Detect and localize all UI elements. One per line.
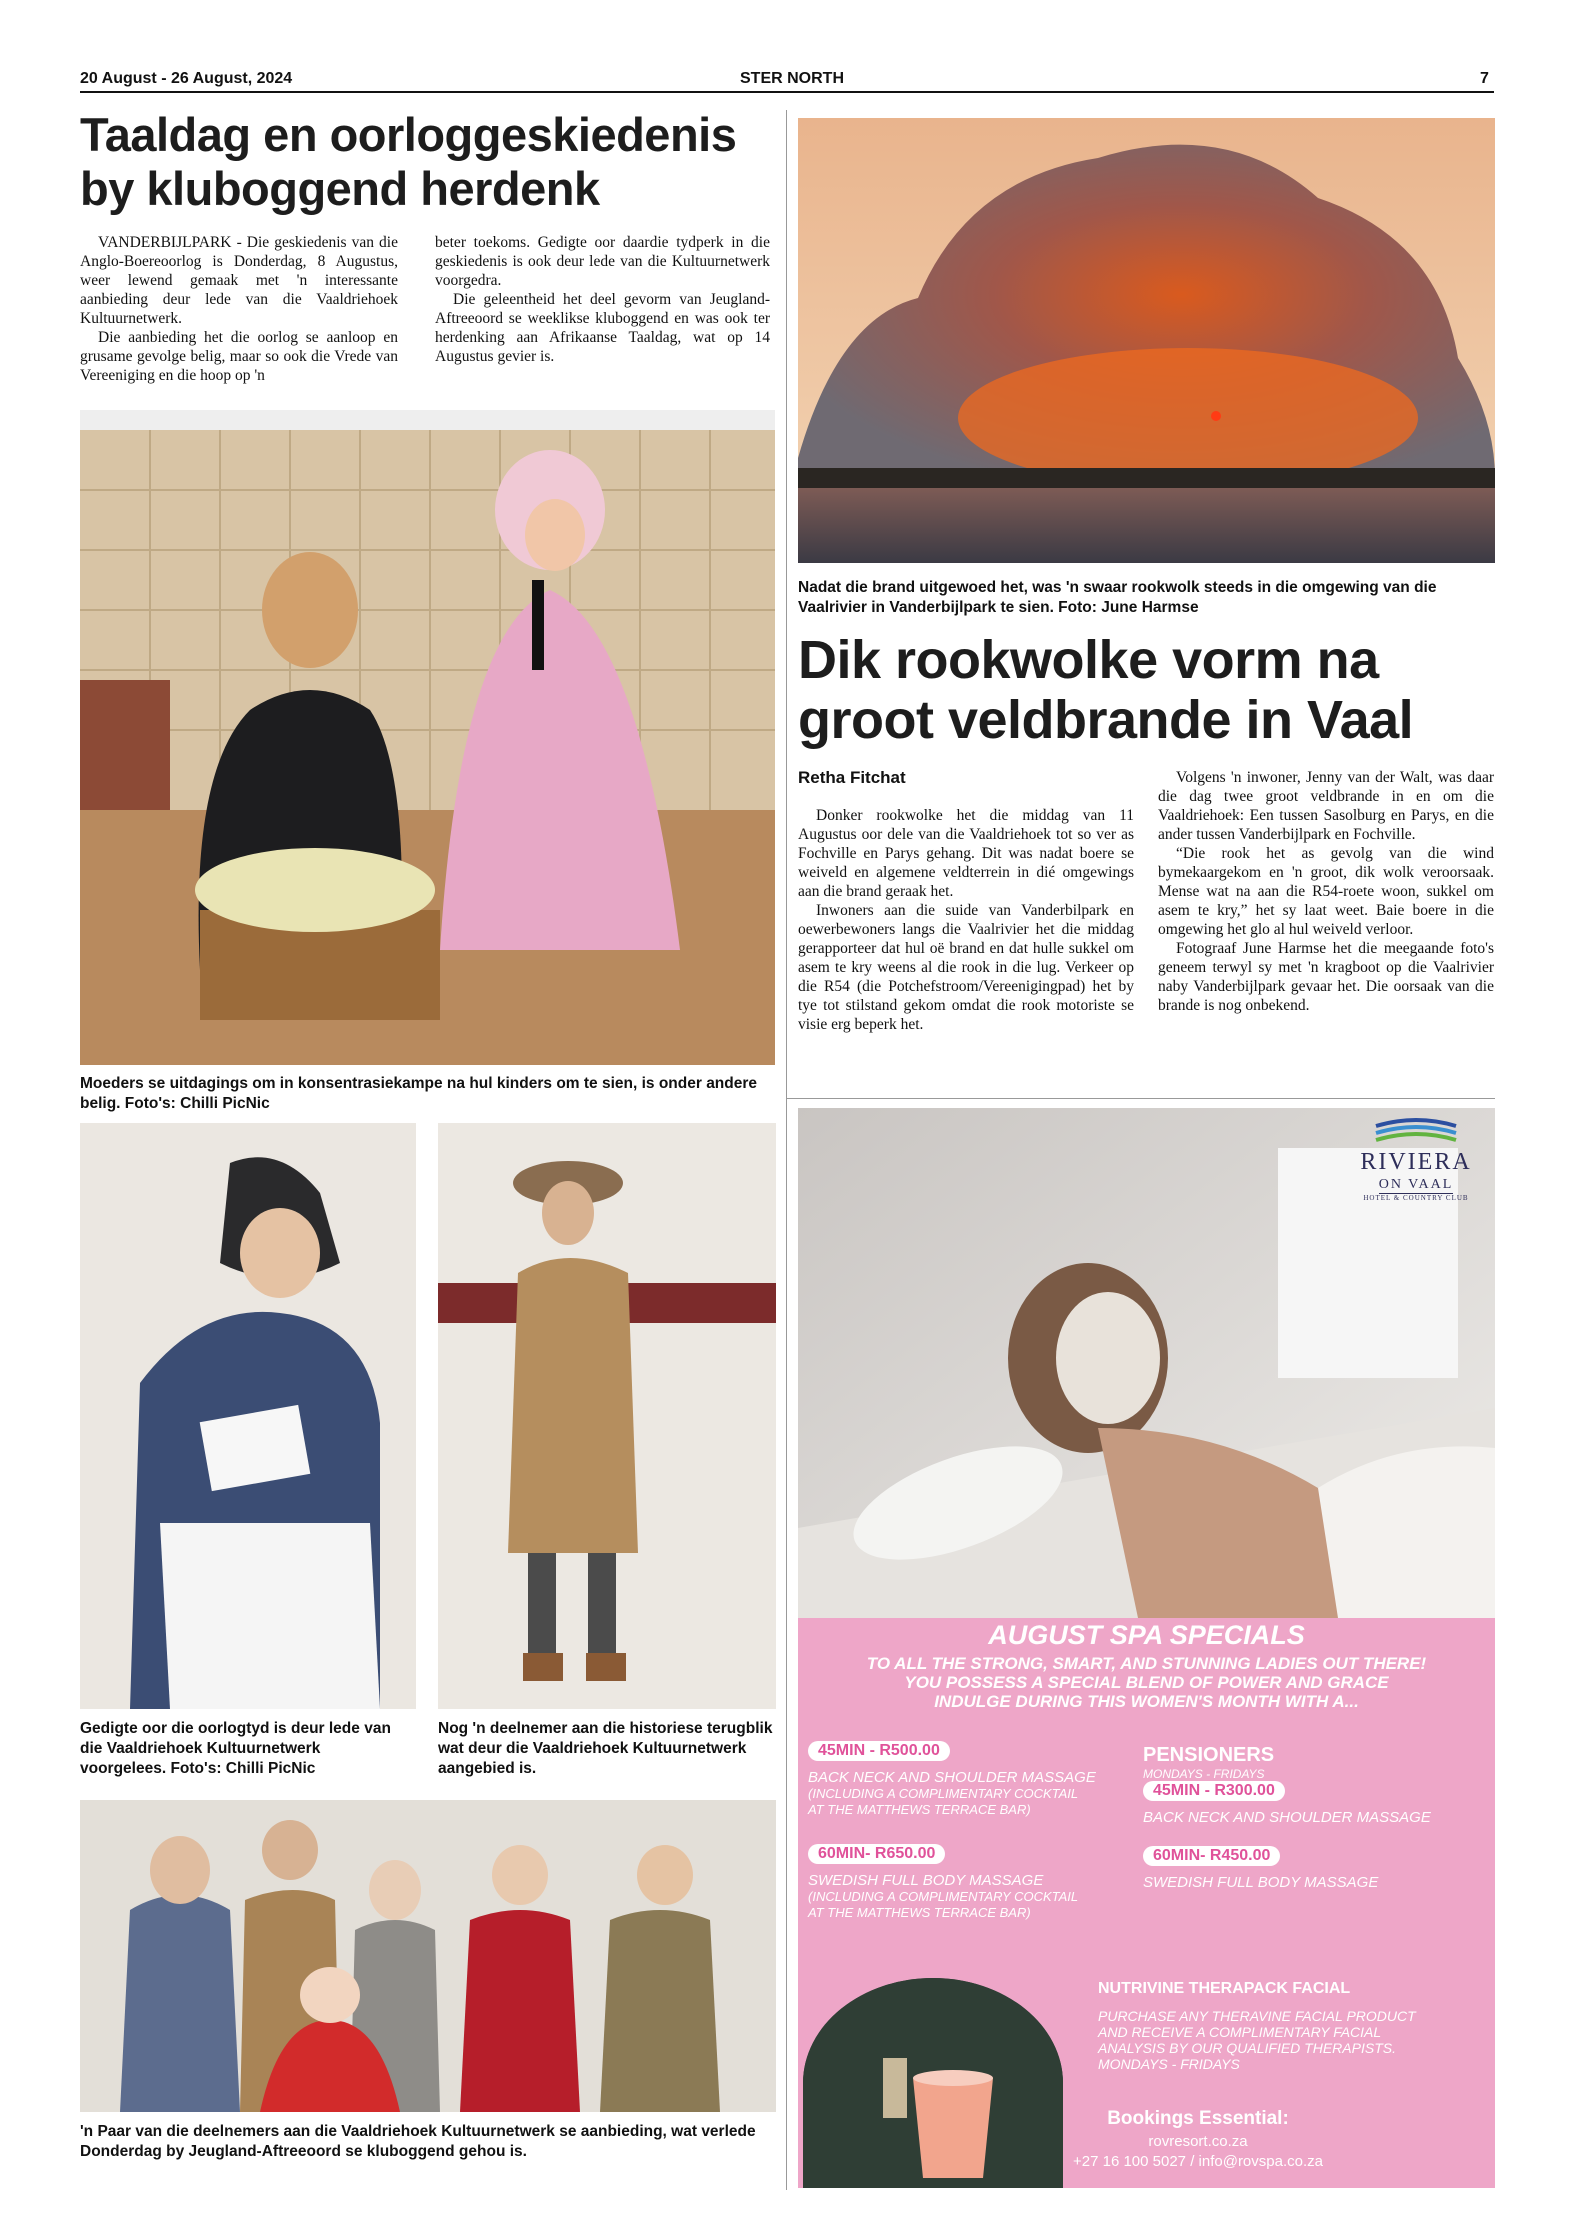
article2-byline: Retha Fitchat: [798, 768, 906, 787]
article1-paragraph: Die geleentheid het deel gevorm van Jeugland-Aftreeoord se weeklikse kluboggend en was ook ter herdenking aan Afrikaanse Taaldag, wat op 14 Augustus gevier is.: [435, 291, 770, 365]
offer-name: SWEDISH FULL BODY MASSAGE: [808, 1872, 1044, 1889]
article2-paragraph: “Die rook het as gevolg van die wind bymekaargekom en 'n groot, dik wolk veroorsaak. Mense wat na aan die R54-roete woon, sukkel om asem te kry,” het sy laat weet. Baie boere in die omgewing het glo al hul weiveld verloor.: [1158, 845, 1494, 938]
offer-note: AT THE MATTHEWS TERRACE BAR): [808, 1802, 1031, 1817]
pensioners-heading: PENSIONERS: [1143, 1744, 1275, 1766]
photo-poem-reader: [80, 1123, 416, 1709]
article2-paragraph: Donker rookwolke het die middag van 11 Augustus oor dele van die Vaaldriehoek tot so ver as Fochville en Parys gehang. Dit was nadat boere se weiveld en algemene veldterrein in dié omgewings aan die brand geraak het.: [798, 807, 1134, 900]
caption-group: 'n Paar van die deelnemers aan die Vaaldriehoek Kultuurnetwerk se aanbieding, wat verlede Donderdag by Jeugland-Aftreeoord se kluboggend gehou is.: [80, 2123, 756, 2160]
facial-line: ANALYSIS BY OUR QUALIFIED THERAPISTS.: [1098, 2040, 1396, 2056]
article1-paragraph: beter toekoms. Gedigte oor daardie tydperk in die geskiedenis is ook deur lede van die Kultuurnetwerk voorgedra.: [435, 234, 770, 289]
price-pill: 60MIN- R450.00: [1143, 1846, 1280, 1866]
article1-headline-line2: by kluboggend herdenk: [80, 162, 600, 215]
masthead-rule: [80, 91, 1494, 93]
article1-col2: [435, 233, 770, 366]
facial-line: PURCHASE ANY THERAVINE FACIAL PRODUCT: [1098, 2008, 1416, 2024]
article2-col1: [798, 806, 1134, 1034]
article1-paragraph: VANDERBIJLPARK - Die geskiedenis van die Anglo-Boereoorlog is Donderdag, 8 Augustus, weer lewend gemaak met 'n interessante aanbieding deur lede van die Vaaldriehoek Kultuurnetwerk.: [80, 234, 398, 327]
ad-title: AUGUST SPA SPECIALS: [988, 1620, 1305, 1650]
price-pill: 45MIN - R500.00: [808, 1741, 950, 1761]
photo-poem-reader-illustration: [80, 1123, 416, 1709]
article1-paragraph: Die aanbieding het die oorlog se aanloop en grusame gevolge belig, maar so ook die Vrede van Vereeniging en die hoop op 'n: [80, 329, 398, 384]
offer-name: SWEDISH FULL BODY MASSAGE: [1143, 1874, 1379, 1891]
logo-tagline: HOTEL & COUNTRY CLUB: [1363, 1194, 1469, 1202]
facial-line: MONDAYS - FRIDAYS: [1098, 2056, 1240, 2072]
logo-subtext: ON VAAL: [1378, 1177, 1454, 1192]
photo-mother-daughter-illustration: [80, 410, 775, 1065]
pensioners-days: MONDAYS - FRIDAYS: [1143, 1767, 1265, 1781]
article2-paragraph: Fotograaf June Harmse het die meegaande foto's geneem terwyl sy met 'n kragboot op die Vaalrivier naby Vanderbijlpark gevaar het. Die oorsaak van die brande is nog onbekend.: [1158, 940, 1494, 1014]
ad-subtitle: [798, 1654, 1495, 1711]
article2-paragraph: Inwoners aan die suide van Vanderbilpark en oewerbewoners langs die Vaalrivier het die middag gerapporteer dat hul oë brand en dat hulle sukkel om asem te kry weens al die rook in die lug. Verkeer op die R54 (die Potchefstroom/Vereenigingpad) het by tye tot stilstand gekom omdat die rook motoriste se visie erg beperk het.: [798, 902, 1134, 1033]
ad-offers-left: [808, 1741, 1148, 1921]
ad-subtitle-line: INDULGE DURING THIS WOMEN'S MONTH WITH A...: [934, 1692, 1359, 1711]
ad-contact[interactable]: +27 16 100 5027 / info@rovspa.co.za: [1073, 2153, 1323, 2170]
ad-website-link[interactable]: rovresort.co.za: [1148, 2133, 1248, 2150]
photo-mother-daughter: [80, 410, 775, 1065]
facial-line: AND RECEIVE A COMPLIMENTARY FACIAL: [1098, 2024, 1382, 2040]
section-divider: [786, 1098, 1495, 1099]
caption-participant: Nog 'n deelnemer aan die historiese terugblik wat deur die Vaaldriehoek Kultuurnetwerk aangebied is.: [438, 1720, 773, 1777]
article1-headline: [80, 108, 780, 216]
caption-mother-daughter: Moeders se uitdagings om in konsentrasiekampe na hul kinders om te sien, is onder andere belig. Foto's: Chilli PicNic: [80, 1075, 758, 1112]
article2-headline-line1: Dik rookwolke vorm na: [798, 630, 1379, 690]
photo-veldfire-illustration: [798, 118, 1495, 563]
paper-name: STER NORTH: [740, 70, 844, 87]
photo-group: [80, 1800, 776, 2112]
article2-paragraph: Volgens 'n inwoner, Jenny van der Walt, was daar die dag twee groot veldbrande in en om die Vaaldriehoek: Een tussen Sasolburg en Parys, en die ander tussen Vanderbijlpark en Fochville.: [1158, 769, 1494, 843]
column-divider: [786, 110, 787, 2190]
caption-poem-reader: Gedigte oor die oorlogtyd is deur lede van die Vaaldriehoek Kultuurnetwerk voorgelees. Foto's: Chilli PicNic: [80, 1720, 391, 1777]
page-number: 7: [1480, 70, 1489, 87]
ad-subtitle-line: YOU POSSESS A SPECIAL BLEND OF POWER AND GRACE: [904, 1673, 1389, 1692]
logo-text: RIVIERA: [1360, 1149, 1472, 1175]
offer-name: BACK NECK AND SHOULDER MASSAGE: [1143, 1809, 1431, 1826]
photo-veldfire: [798, 118, 1495, 563]
article2-headline: [798, 630, 1498, 750]
article2-headline-line2: groot veldbrande in Vaal: [798, 690, 1414, 750]
photo-participant-illustration: [438, 1123, 776, 1709]
article1-col1: [80, 233, 398, 385]
riviera-logo: [1346, 1116, 1486, 1202]
photo-group-illustration: [80, 1800, 776, 2112]
ad-subtitle-line: TO ALL THE STRONG, SMART, AND STUNNING LADIES OUT THERE!: [866, 1654, 1427, 1673]
logo-waves-icon: [1371, 1116, 1461, 1144]
offer-note: (INCLUDING A COMPLIMENTARY COCKTAIL: [808, 1889, 1079, 1904]
facial-title: NUTRIVINE THERAPACK FACIAL: [1098, 1980, 1351, 1997]
offer-note: (INCLUDING A COMPLIMENTARY COCKTAIL: [808, 1786, 1079, 1801]
spa-advertisement[interactable]: [798, 1108, 1495, 2188]
photo-participant: [438, 1123, 776, 1709]
caption-veldfire: Nadat die brand uitgewoed het, was 'n swaar rookwolk steeds in die omgewing van die Vaalrivier in Vanderbijlpark te sien. Foto: June Harmse: [798, 579, 1437, 616]
price-pill: 45MIN - R300.00: [1143, 1781, 1285, 1801]
facial-description: [1098, 2008, 1416, 2072]
issue-date: 20 August - 26 August, 2024: [80, 70, 293, 87]
cocktail-photo: [803, 1978, 1063, 2188]
article1-headline-line1: Taaldag en oorloggeskiedenis: [80, 108, 737, 161]
ad-offers-pensioners: [1143, 1744, 1493, 1891]
cocktail-illustration: [803, 1978, 1063, 2188]
offer-name: BACK NECK AND SHOULDER MASSAGE: [808, 1769, 1096, 1786]
bookings-heading: Bookings Essential:: [1107, 2108, 1289, 2129]
article2-col2: [1158, 768, 1494, 1015]
offer-note: AT THE MATTHEWS TERRACE BAR): [808, 1905, 1031, 1920]
price-pill: 60MIN- R650.00: [808, 1844, 945, 1864]
